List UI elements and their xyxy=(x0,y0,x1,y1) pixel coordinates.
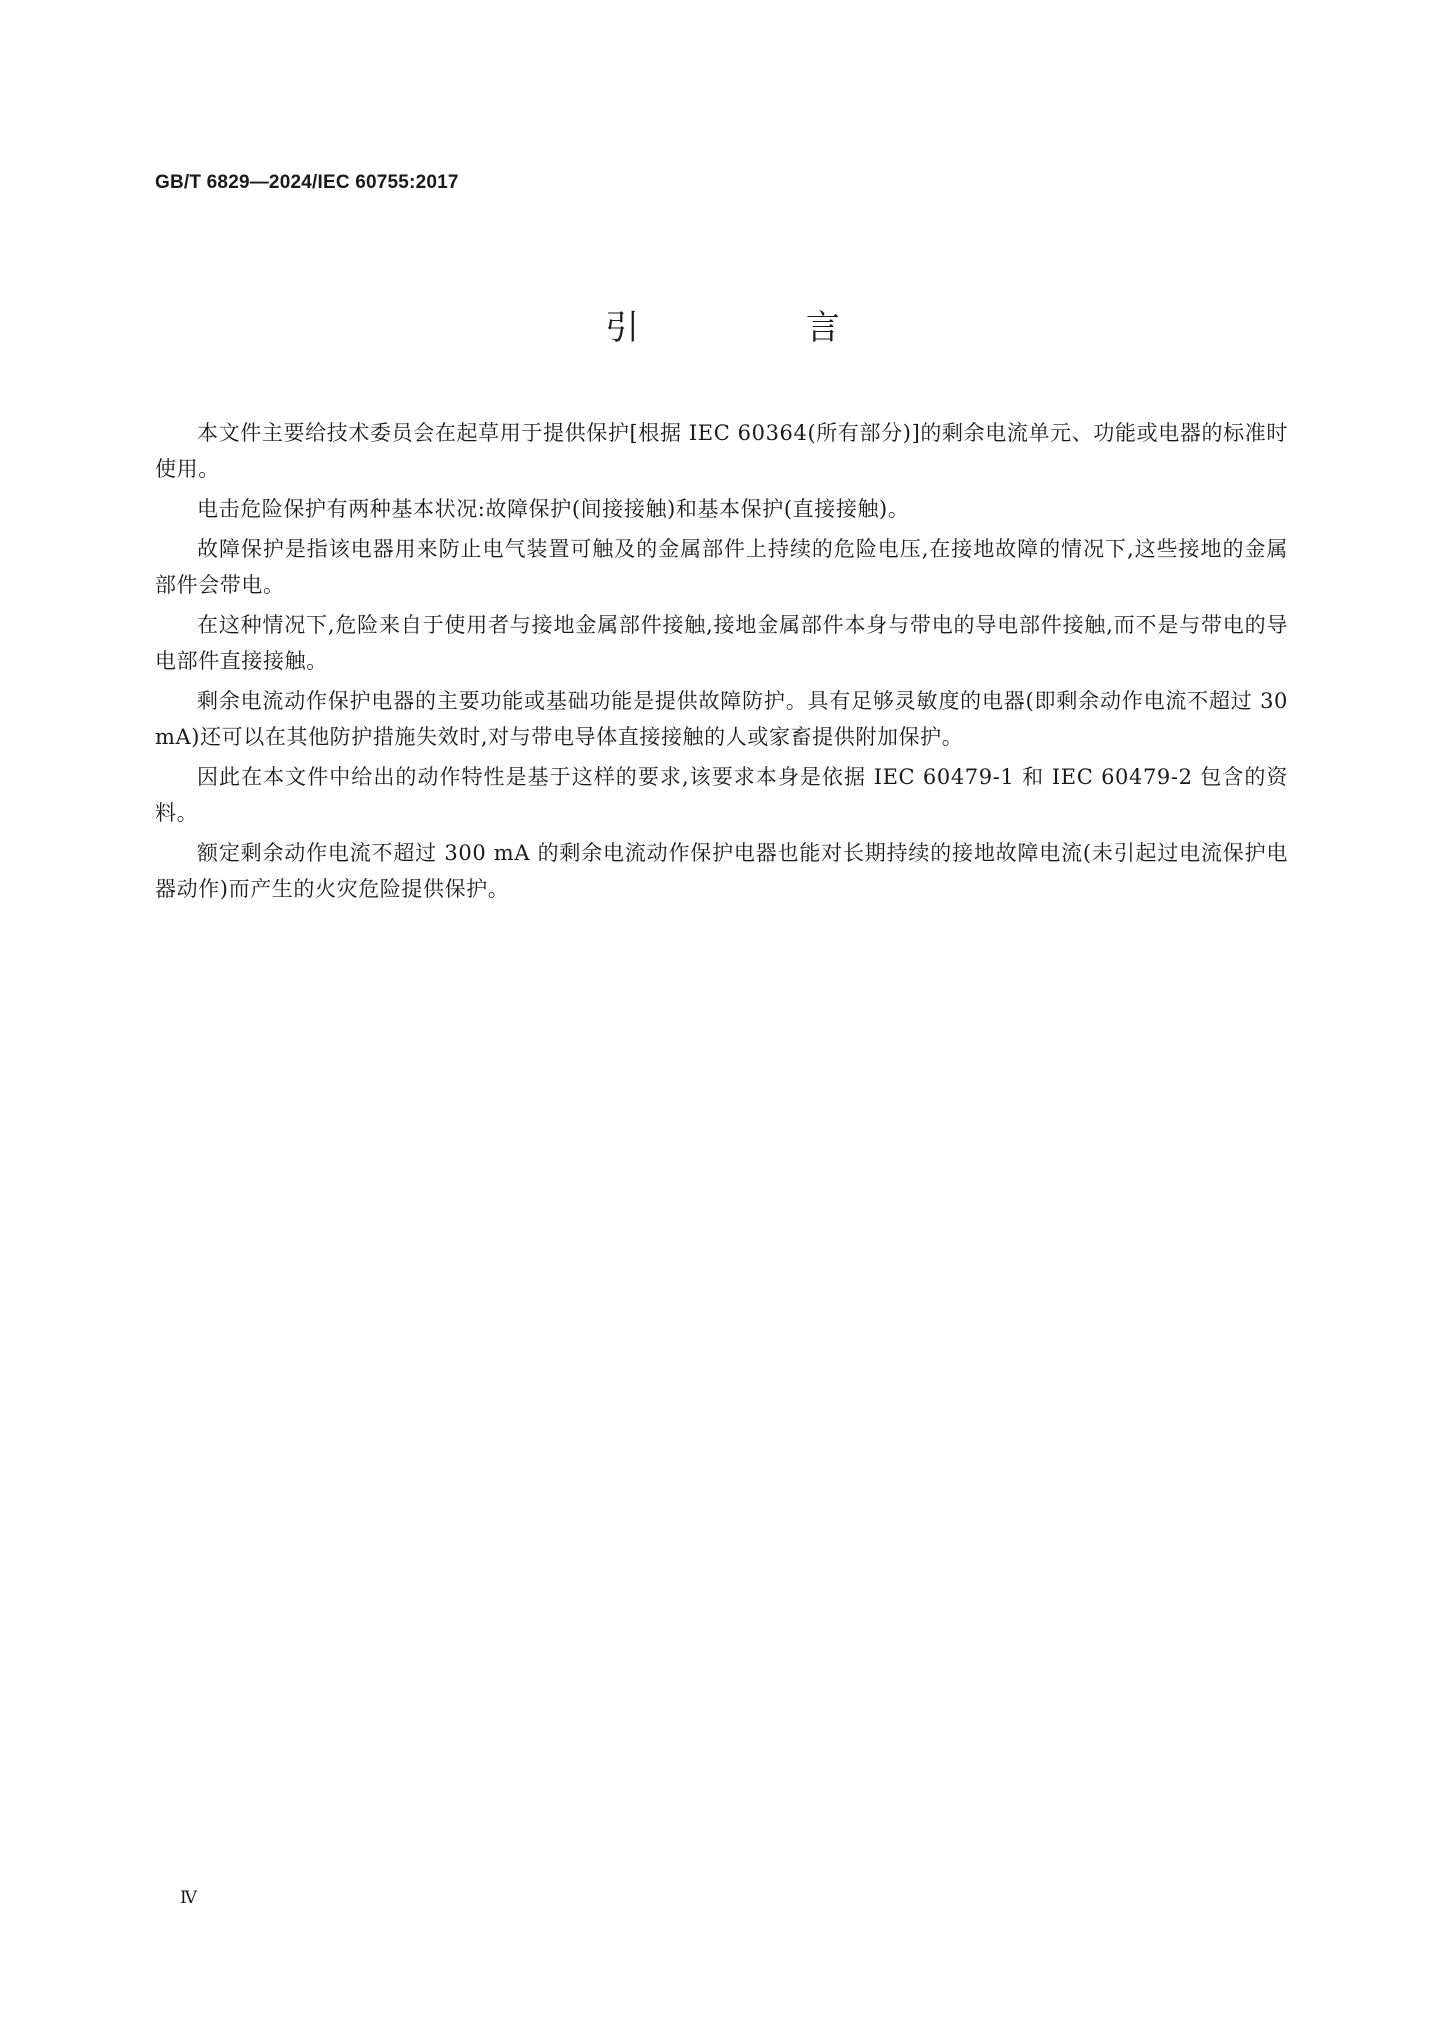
paragraph-6: 因此在本文件中给出的动作特性是基于这样的要求,该要求本身是依据 IEC 60479-1 和 IEC 60479-2 包含的资料。 xyxy=(155,765,1288,825)
standard-number-header: GB/T 6829—2024/IEC 60755:2017 xyxy=(155,172,459,193)
page-title: 引 言 xyxy=(605,308,918,348)
page-number: Ⅳ xyxy=(180,1888,197,1908)
introduction-body xyxy=(155,415,1288,911)
paragraph-2: 电击危险保护有两种基本状况:故障保护(间接接触)和基本保护(直接接触)。 xyxy=(197,497,910,521)
paragraph-3: 故障保护是指该电器用来防止电气装置可触及的金属部件上持续的危险电压,在接地故障的情况下,这些接地的金属部件会带电。 xyxy=(155,537,1288,597)
paragraph-7: 额定剩余动作电流不超过 300 mA 的剩余电流动作保护电器也能对长期持续的接地故障电流(未引起过电流保护电器动作)而产生的火灾危险提供保护。 xyxy=(155,841,1288,901)
paragraph-5: 剩余电流动作保护电器的主要功能或基础功能是提供故障防护。具有足够灵敏度的电器(即剩余动作电流不超过 30 mA)还可以在其他防护措施失效时,对与带电导体直接接触的人或家畜提供附加保护。 xyxy=(155,689,1288,749)
paragraph-4: 在这种情况下,危险来自于使用者与接地金属部件接触,接地金属部件本身与带电的导电部件接触,而不是与带电的导电部件直接接触。 xyxy=(155,613,1288,673)
paragraph-1: 本文件主要给技术委员会在起草用于提供保护[根据 IEC 60364(所有部分)]的剩余电流单元、功能或电器的标准时使用。 xyxy=(155,421,1288,481)
